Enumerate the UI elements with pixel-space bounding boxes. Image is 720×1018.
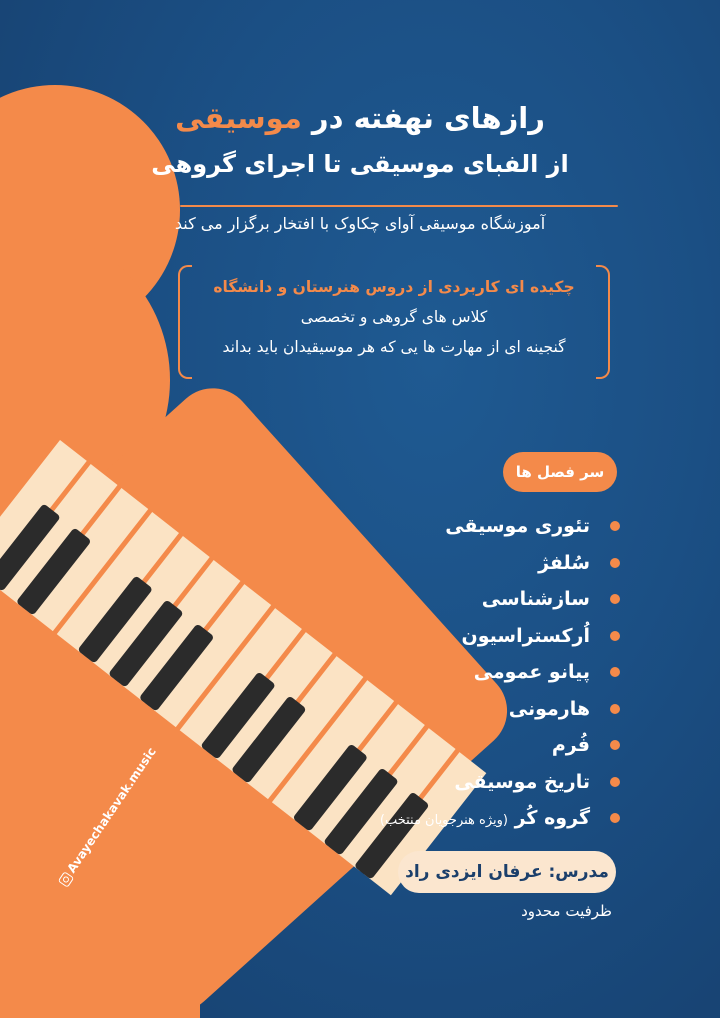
title-accent-word: موسیقی (175, 101, 302, 135)
teacher-badge: مدرس: عرفان ایزدی راد (398, 851, 616, 893)
chapter-item (260, 545, 620, 582)
bullet-dot-icon (610, 521, 620, 531)
bullet-dot-icon (610, 704, 620, 714)
subtitle: از الفبای موسیقی تا اجرای گروهی (151, 150, 569, 178)
main-title (100, 98, 620, 138)
chapter-label: سازشناسی (481, 588, 590, 610)
chapter-item (260, 691, 620, 728)
bullet-dot-icon (610, 667, 620, 677)
chapter-list (260, 508, 620, 837)
organizer-line: آموزشگاه موسیقی آوای چکاوک با افتخار برگزار می کند (174, 214, 546, 233)
chapter-label: هارمونی (508, 697, 590, 720)
chapter-item (260, 764, 620, 801)
title-prefix: رازهای نهفته در (311, 101, 545, 135)
bullet-dot-icon (610, 813, 620, 823)
title-divider (180, 205, 618, 207)
instagram-handle-text: Avayechakavak.music (64, 744, 159, 876)
bracket-right (596, 265, 610, 379)
chapter-item (260, 581, 620, 618)
chapter-item (260, 654, 620, 691)
bullet-dot-icon (610, 594, 620, 604)
chapter-item (260, 508, 620, 545)
feature-line: گنجینه ای از مهارت ها یی که هر موسیقیدان باید بداند (222, 338, 566, 356)
chapter-item (260, 618, 620, 655)
chapter-label: اُرکستراسیون (461, 624, 590, 647)
chapter-item (260, 727, 620, 764)
bullet-dot-icon (610, 631, 620, 641)
chapter-label: تئوری موسیقی (445, 515, 590, 537)
chapter-label: گروه کُر (514, 807, 590, 829)
bullet-dot-icon (610, 558, 620, 568)
bracket-left (178, 265, 192, 379)
chapters-badge: سر فصل ها (503, 452, 617, 492)
feature-line: چکیده ای کاربردی از دروس هنرستان و دانشگاه (213, 278, 575, 296)
bullet-dot-icon (610, 740, 620, 750)
chapter-note: (ویژه هنرجویان منتخب) (379, 813, 508, 828)
chapter-label: فُرم (551, 734, 590, 756)
capacity-note: ظرفیت محدود (521, 902, 612, 920)
feature-line: کلاس های گروهی و تخصصی (300, 308, 488, 326)
features-box (178, 265, 610, 377)
chapter-label: تاریخ موسیقی (454, 770, 590, 793)
chapter-label: سُلفژ (538, 551, 590, 574)
chapter-item (260, 800, 620, 837)
chapter-label: پیانو عمومی (473, 661, 590, 683)
bullet-dot-icon (610, 777, 620, 787)
